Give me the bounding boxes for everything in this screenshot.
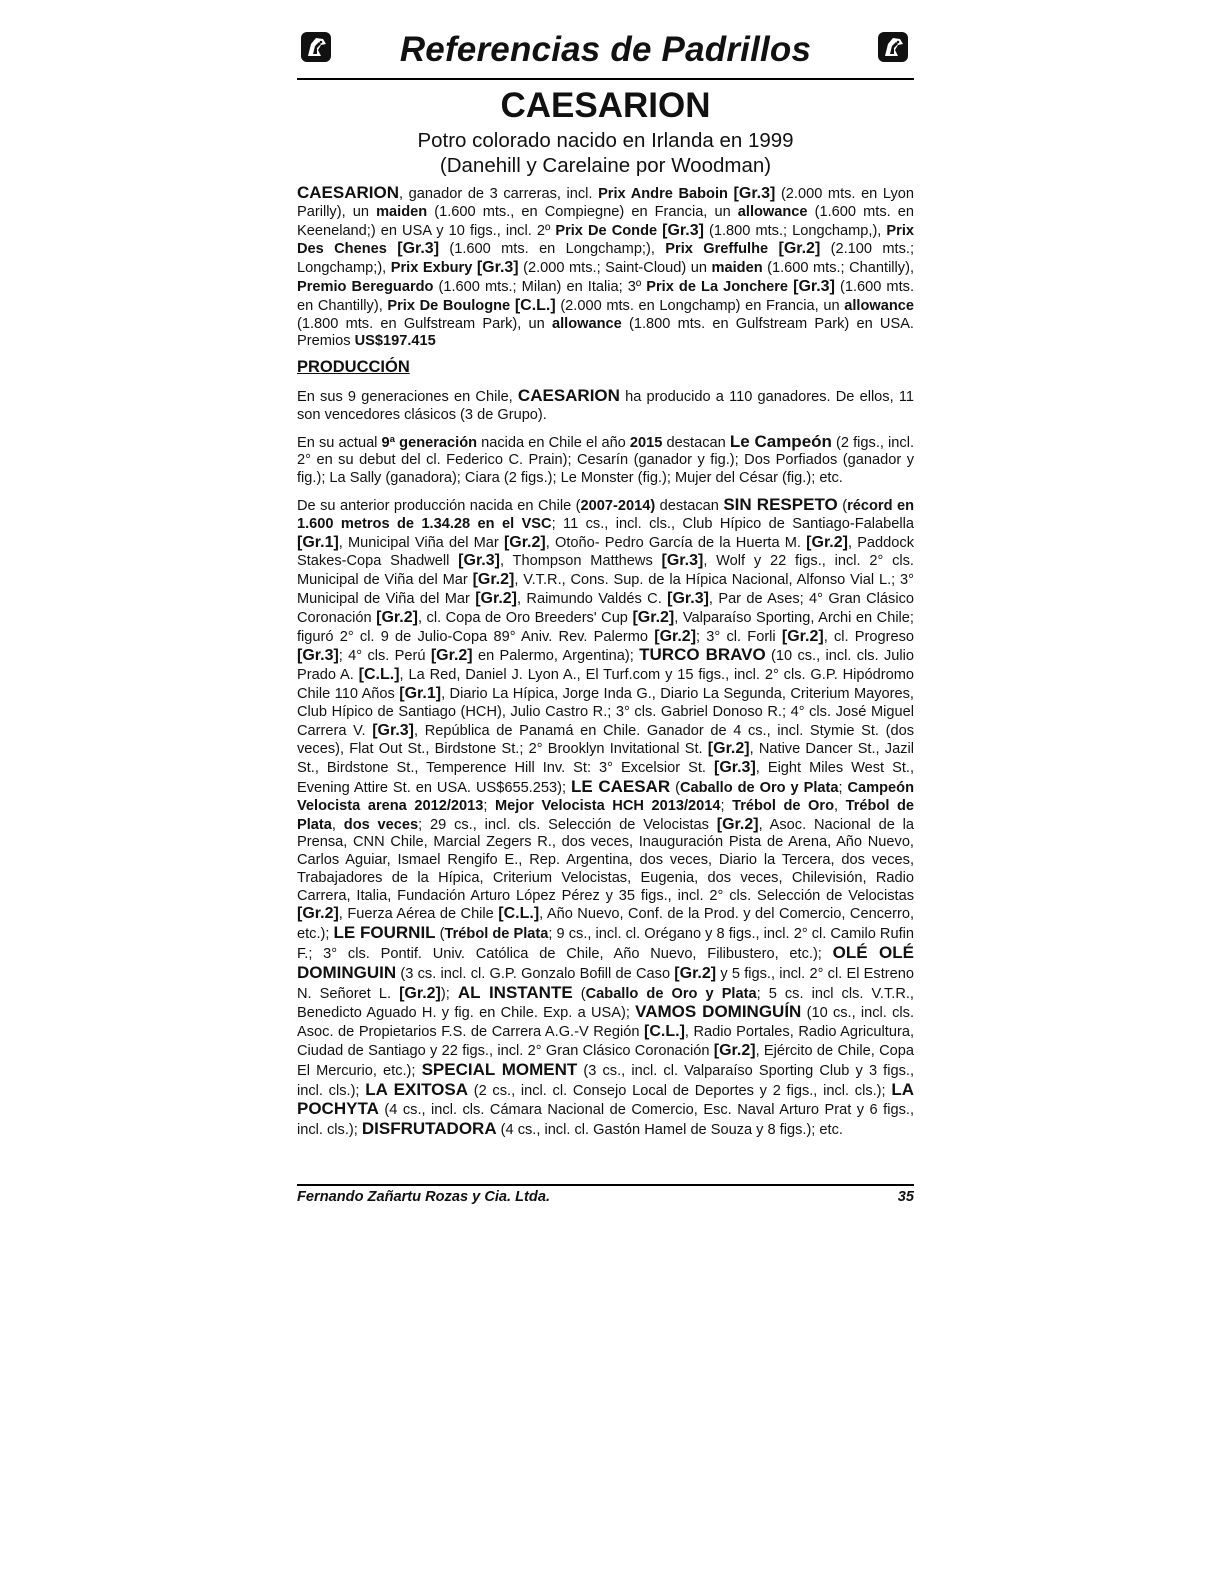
previous-production-paragraph: De su anterior producción nacida en Chile (2007-2014) destacan SIN RESPETO (récord en 1.600 metros de 1.34.28 en el VSC; 11 cs., incl. cls., Club Hípico de Santiago-Falabella [Gr.1], Municipal Viña del Mar [Gr.2], Otoño- Pedro García de la Huerta M. [Gr.2], Paddock Stakes-Copa Shadwell [Gr.3], Thompson Matthews [Gr.3], Wolf y 22 figs., incl. 2° cls. Municipal de Viña del Mar [Gr.2], V.T.R., Cons. Sup. de la Hípica Nacional, Alfonso Vial L.; 3° Municipal de Viña del Mar [Gr.2], Raimundo Valdés C. [Gr.3], Par de Ases; 4° Gran Clásico Coronación [Gr.2], cl. Copa de Oro Breeders' Cup [Gr.2], Valparaíso Sporting, Archi en Chile; figuró 2° cl. 9 de Julio-Copa 89° Aniv. Rev. Palermo [Gr.2]; 3° cl. Forli [Gr.2], cl. Progreso [Gr.3]; 4° cls. Perú [Gr.2] en Palermo, Argentina); TURCO BRAVO (10 cs., incl. cls. Julio Prado A. [C.L.], La Red, Daniel J. Lyon A., El Turf.com y 15 figs., incl. 2° cls. G.P. Hipódromo Chile 110 Años [Gr.1], Diario La Hípica, Jorge Inda G., Diario La Segunda, Criterium Mayores, Club Hípico de Santiago (HCH), Julio Castro R.; 3° cls. Gabriel Donoso R.; 4° cls. José Miguel Carrera V. [Gr.3], República de Panamá en Chile. Ganador de 4 cs., incl. Stymie St. (dos veces), Flat Out St., Birdstone St.; 2° Brooklyn Invitational St. [Gr.2], Native Dancer St., Jazil St., Birdstone St., Temperence Hill Inv. St: 3° Excelsior St. [Gr.3], Eight Miles West St., Evening Attire St. en USA. US$655.253); LE CAESAR (Caballo de Oro y Plata; Campeón Velocista arena 2012/2013; Mejor Velocista HCH 2013/2014; Trébol de Oro, Trébol de Plata, dos veces; 29 cs., incl. cls. Selección de Velocistas [Gr.2], Asoc. Nacional de la Prensa, CNN Chile, Marcial Zegers R., dos veces, Inauguración Pista de Arena, Año Nuevo, Carlos Aguiar, Ismael Rengifo E., Rep. Argentina, dos veces, Diario la Tercera, dos veces, Trabajadores de la Hípica, Criterium Velocistas, Eugenia, dos veces, Chilevisión, Radio Carrera, Italia, Fundación Arturo López Pérez y 35 figs., incl. 2° cls. Selección de Velocistas [Gr.2], Fuerza Aérea de Chile [C.L.], Año Nuevo, Conf. de la Prod. y del Comercio, Cencerro, etc.); LE FOURNIL (Trébol de Plata; 9 cs., incl. cl. Orégano y 8 figs., incl. 2° cl. Camilo Rufin F.; 3° cls. Pontif. Univ. Católica de Chile, Año Nuevo, Filibustero, etc.); OLÉ OLÉ DOMINGUIN (3 cs. incl. cl. G.P. Gonzalo Bofill de Caso [Gr.2] y 5 figs., incl. 2° cl. El Estreno N. Señoret L. [Gr.2]); AL INSTANTE (Caballo de Oro y Plata; 5 cs. incl cls. V.T.R., Benedicto Aguado H. y fig. en Chile. Exp. a USA); VAMOS DOMINGUÍN (10 cs., incl. cls. Asoc. de Propietarios F.S. de Carrera A.G.-V Región [C.L.], Radio Portales, Radio Agricultura, Ciudad de Santiago y 22 figs., incl. 2° Gran Clásico Coronación [Gr.2], Ejército de Chile, Copa El Mercurio, etc.); SPECIAL MOMENT (3 cs., incl. cl. Valparaíso Sporting Club y 3 figs., incl. cls.); LA EXITOSA (2 cs., incl. cl. Consejo Local de Deportes y 2 figs., incl. cls.); LA POCHYTA (4 cs., incl. cls. Cámara Nacional de Comercio, Esc. Naval Arturo Prat y 6 figs., incl. cls.); DISFRUTADORA (4 cs., incl. cl. Gastón Hamel de Souza y 8 figs.); etc. bbox=[297, 494, 915, 1139]
document-body bbox=[297, 184, 914, 1140]
production-heading: PRODUCCIÓN bbox=[297, 358, 410, 377]
horse-head-emblem-icon bbox=[876, 30, 910, 64]
page-number: 35 bbox=[897, 1189, 914, 1205]
page-header-title: Referencias de Padrillos bbox=[399, 30, 812, 69]
career-paragraph: CAESARION, ganador de 3 carreras, incl. Prix Andre Baboin [Gr.3] (2.000 mts. en Lyon Parilly), un maiden (1.600 mts., en Compiegne) en Francia, un allowance (1.600 mts. en Keeneland;) en USA y 10 figs., incl. 2º Prix De Conde [Gr.3] (1.800 mts.; Longchamp,), Prix Des Chenes [Gr.3] (1.600 mts. en Longchamp;), Prix Greffulhe [Gr.2] (2.100 mts.; Longchamp;), Prix Exbury [Gr.3] (2.000 mts.; Saint-Cloud) un maiden (1.600 mts.; Chantilly), Premio Bereguardo (1.600 mts.; Milan) en Italia; 3º Prix de La Jonchere [Gr.3] (1.600 mts. en Chantilly), Prix De Boulogne [C.L.] (2.000 mts. en Longchamp) en Francia, un allowance (1.800 mts. en Gulfstream Park), un allowance (1.800 mts. en Gulfstream Park) en USA. Premios US$197.415 bbox=[297, 183, 915, 350]
page-header bbox=[297, 2, 914, 80]
footer-company: Fernando Zañartu Rozas y Cia. Ltda. bbox=[297, 1189, 550, 1205]
horse-description: Potro colorado nacido en Irlanda en 1999 bbox=[417, 129, 794, 152]
page-footer bbox=[297, 1184, 914, 1205]
current-generation-paragraph: En su actual 9ª generación nacida en Chile el año 2015 destacan Le Campeón (2 figs., incl. 2° en su debut del cl. Federico C. Prain); Cesarín (ganador y fig.); Dos Porfiados (ganador y fig.); La Sally (ganadora); Ciara (2 figs.); Le Monster (fig.); Mujer del César (fig.); etc. bbox=[297, 431, 915, 487]
horse-name-title: CAESARION bbox=[500, 86, 711, 125]
production-summary-paragraph: En sus 9 generaciones en Chile, CAESARION ha producido a 110 ganadores. De ellos, 11 son vencedores clásicos (3 de Grupo). bbox=[297, 385, 914, 423]
document-page bbox=[297, 0, 914, 1148]
horse-pedigree: (Danehill y Carelaine por Woodman) bbox=[439, 154, 772, 177]
